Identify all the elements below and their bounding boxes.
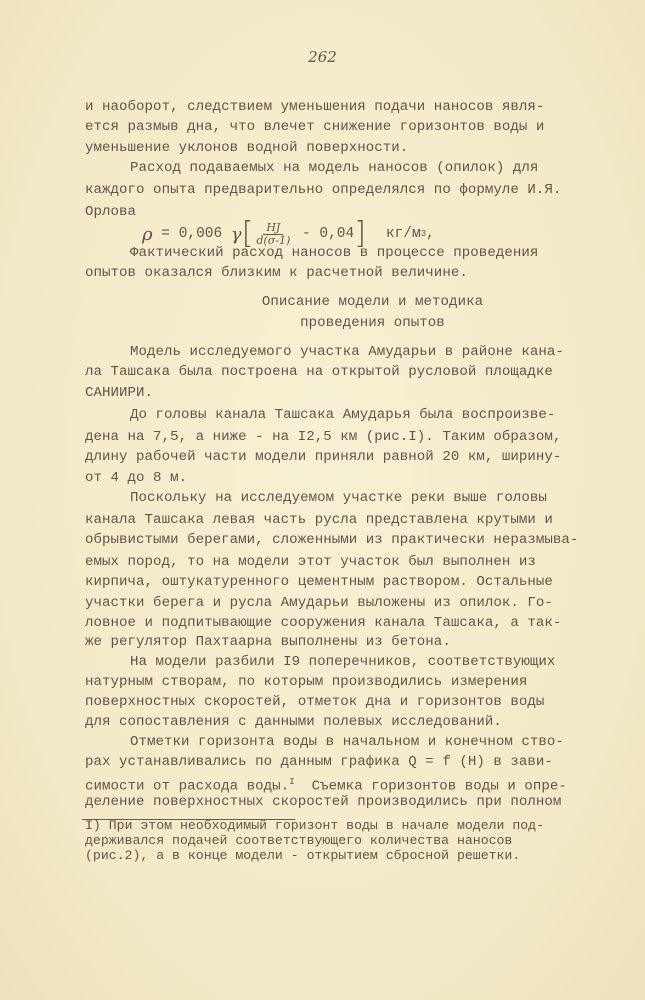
numerator: HJ (263, 222, 283, 235)
formula-units: кг/м (385, 226, 421, 242)
text-line: же регулятор Пахтаарна выполнены из бетона. (85, 634, 451, 650)
section-heading: проведения опытов (300, 315, 445, 331)
left-bracket: [ (241, 216, 254, 251)
footnote-line: I) При этом необходимый горизонт воды в начале модели под- (85, 818, 544, 833)
footnote-line: (рис.2), а в конце модели - открытием сбросной решетки. (85, 848, 521, 863)
text-line: натурным створам, по которым производились измерения (85, 674, 528, 690)
denominator: d(σ-1) (256, 233, 291, 247)
text-line: деление поверхностных скоростей производились при полном (85, 794, 562, 810)
formula-gamma: γ (230, 223, 242, 245)
units-exponent: 3 (420, 229, 427, 239)
formula-fraction (256, 222, 290, 247)
text-line: кирпича, оштукатуренного цементным раствором. Остальные (85, 574, 553, 590)
page-number: 262 (308, 48, 337, 66)
formula-minus: - 0,04 (293, 226, 355, 242)
text-line: от 4 до 8 м. (85, 470, 188, 486)
text-line: САНИИРИ. (85, 385, 154, 401)
text-line: дена на 7,5, а ниже - на I2,5 км (рис.I). Таким образом, (85, 429, 562, 445)
text-line: длину рабочей части модели приняли равной 20 км, ширину- (85, 449, 562, 465)
text-line: На модели разбили I9 поперечников, соответствующих (130, 654, 556, 670)
right-bracket: ] (354, 216, 366, 251)
text-line: ется размыв дна, что влечет снижение горизонтов воды и (85, 119, 545, 135)
text-line: емых пород, то на модели этот участок был выполнен из (85, 554, 536, 570)
text-line: обрывистыми берегами, сложенными из практически неразмыва- (85, 532, 579, 548)
text-fragment: симости от расхода воды. (85, 778, 290, 795)
text-line: Поскольку на исследуемом участке реки выше головы (130, 490, 547, 506)
text-line: Орлова (85, 204, 137, 220)
formula-lhs: ρ (142, 223, 153, 245)
text-line: ловное и подпитывающие сооружения канала Ташсака, а так- (85, 615, 562, 631)
text-line: До головы канала Ташсака Амударья была воспроизве- (130, 407, 556, 423)
text-line: рах устанавливались по данным графика Q = f (H) в зави- (85, 754, 553, 770)
text-line: Фактический расход наносов в процессе проведения (130, 245, 539, 261)
text-line: каждого опыта предварительно определялся по формуле И.Я. (85, 182, 562, 198)
formula-comma: , (426, 226, 435, 242)
text-line: участки берега и русла Амударьи выложены из опилок. Го- (85, 595, 553, 611)
text-fragment: Съемка горизонтов воды и опре- (311, 778, 567, 795)
formula-coef: = 0,006 (152, 226, 231, 242)
text-line: ла Ташсака была построена на открытой русловой площадке (85, 364, 553, 380)
text-line: уменьшение уклонов водной поверхности. (85, 140, 409, 156)
footnote-marker: I (289, 777, 295, 787)
text-line: Модель исследуемого участка Амударьи в районе кана- (130, 344, 564, 360)
text-line: опытов оказался близким к расчетной величине. (85, 265, 468, 281)
footnote-line: держивался подачей соответствующего количества наносов (85, 833, 513, 848)
text-line: Отметки горизонта воды в начальном и конечном ство- (130, 734, 564, 750)
text-line: и наоборот, следствием уменьшения подачи наносов явля- (85, 99, 545, 115)
text-line: для сопоставления с данными полевых исследований. (85, 714, 502, 730)
text-line: поверхностных скоростей, отметок дна и горизонтов воды (85, 694, 545, 710)
text-line: Расход подаваемых на модель наносов (опилок) для (130, 160, 539, 176)
section-heading: Описание модели и методика (261, 294, 484, 310)
text-line: канала Ташсака левая часть русла представлена крутыми и (85, 512, 553, 528)
